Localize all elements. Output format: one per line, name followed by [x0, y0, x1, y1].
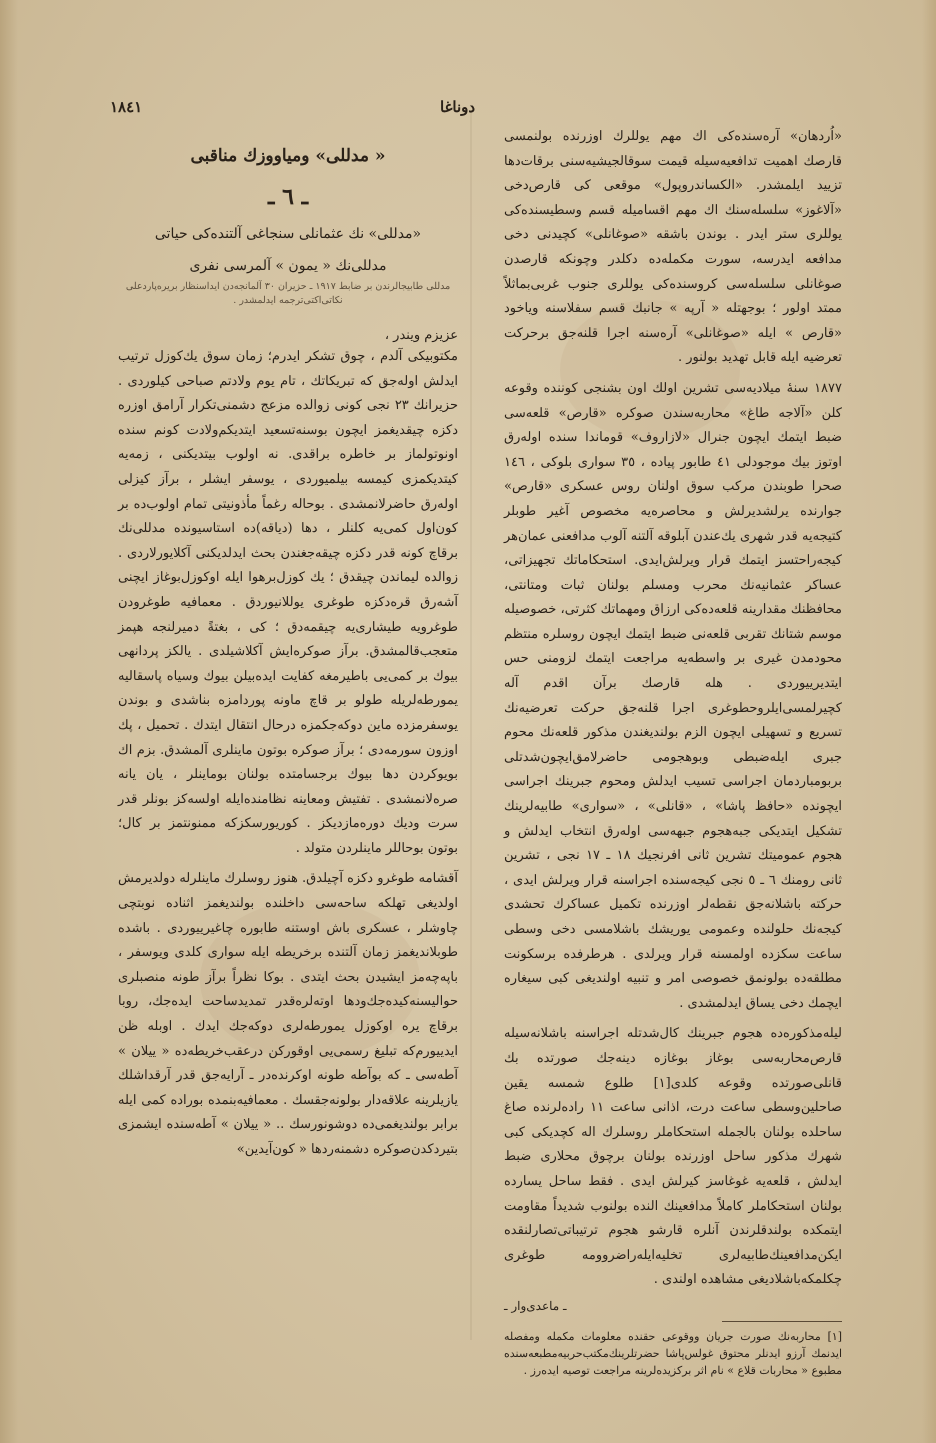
byline: مدللی‌نك « يمون » آلمرسی‌ نفری — [189, 258, 387, 274]
right-column — [504, 125, 842, 1379]
salutation: عزيزم ويندر ، — [384, 328, 458, 343]
page-edge-left — [0, 0, 18, 1443]
part-number: ـ ٦ ـ — [267, 184, 309, 210]
article-subtitle: «مدللی» نك عثمانلی سنجاغی آلتندەكی حياتی — [154, 226, 422, 242]
footnote: [١] محاربەنك صورت جريان ووقوعی حقنده معلومات مكمله ومفصله ايدنمك آرزو ايدنلر محتوق غولس‌پاشا حضرتلرينك‌مكتب‌حربيەمطبعەسنده مطبوع « محاربات قلاع » نام اثر بركزيدەلرينه مراجعت توصيه ايدەرز . — [504, 1329, 842, 1377]
paragraph: مكتوبيكی آلدم ، چوق تشكر ايدرم؛ زمان سوق يك‌كوزل ترتيب ايدلش اولەجق كه تبريكاتك ، تام يوم ولادتم صباحی كيلوردی . حزيرانك ٢٣ نجی كونی زوالده مزعج دشمنی‌تكرار آرامق اوزره دكزه چيقديغمز ايچون بوسنه‌تسعيد ايتديكم‌ولادت كونم سنده اونوتولماز بر خاطره براقدی. نه اولوب بيتديكنی ، زمەيه كيتديكمزی كيمسه بيلميوردی ، يوسفر ايشلر ، برآز كيزلی اولەرق حاضرلانمشدی . بوحاله رغماً مأذونيتی تمام اولوب‌ده بر كون‌اول كمی‌يه كلنلر ، دها (دياقه)ده استاسيونده مدللی‌نك برقاچ كونه قدر دكزه چيقەجغندن بحث ايدلديكنی آكلايورلاردی . زوالده ليماندن چيقدق ؛ يك كوزل‌برهوا ايله اوكوزل‌بوغاز ايچنی آشەرق قرەدكزه طوغری يوللانيوردق . معمافيه طوغرودن طوغرو‌يه طيشارى‌يه چيقمه‌دق ؛ كی ، بغتةً دميرلنجه هپمز متعجب‌قالمشدق. برآز صوكرەايش آكلاشيلدی . يالكز پردانهی بيوك بر كمی‌يی باطيرمغه كفايت ايدەبيلن بيوك وسياه پاسقاليه يمورطەلريله طولو بر قاچ ماونه پوردامزه بناشدی و بوندن يوسفرمزده ماين دوكەجكمزه درحال انتقال ايتدك . تحميل ، پك اوزون سورمەدی ؛ برآز صوكره بوتون ماينلری آلمشدق. بزم اك بويوكردن دها بيوك برجسامتده بولنان بوماينلر ، يان يانه صرەلانمشدی . تفتيش ومعاينه نظامنده‌ايله اولسه‌كز بونلر قدر سرت وديك دوره‌مازديكز . كوريورسكز‌كه ممنونتمز بر كال؛ بوتون بوحاللر ماينلردن متولد . — [118, 349, 458, 856]
page-crease — [470, 110, 472, 1340]
left-column — [118, 128, 458, 1169]
paragraph: ١٨٧٧ سنهٔ ميلاديەسی تشرين اولك اون بشنجی كوننده وقوعه كلن «آلاجه طاغ» محاربەسندن صوكره «قارص» قلعەسی ضبط ايتمك ايچون جنرال «لازاروف» قوماندا سنده اولەرق اوتوز بيك موجودلی ٤١ طابور پياده ، ٣٥ سواری بلوكی ، ١٤٦ صحرا طوبندن مركب سوق اولنان روس عسكری «قارص» جوارنده يرلشديرلش و محاصرەيه مخصوص آغير طوبلر كتيجەيه قدر شهری يك‌عندن آبلوقه آلتنه آلوب مدافعنی عمان‌هر كيجه‌راحتسز ايتمك قرار ويرلش‌ايدی. استحكاماتك تجهيزاتی، عساكر عثمانيەنك محرب ومسلم بولنان ثبات ومتانتی، محافظنك مقدارينه قلعەدەكی ارزاق ومهماتك كثرتی، خصوصيله موسم شتانك تقربی قلعەنی ضبط ايتمك ايچون روسلره منتظم محودمدن غيری بر واسطەيه مراجعت ايتمك لزومنی حس ايتديرييوردی . هله قارصك برآن اقدم آله كچيرلمسی‌ايلرو‌حطوغری اجرا قلنه‌جق حركت تعرضيەنك تسريع و تسهيلی ايچون الزم بولنديغندن مذكور قلعەنك محوم جبری ايله‌ضبطی وبو‌هجومی حاضرلامق‌ايچون‌شدتلی بربومباردمان اجراسی تسيب ايدلش ومحوم جبرينك اجراسی ايچونده «حافظ پاشا» ، «قانلی» ، «سواری» طابيەلرينك تشكيل ايتديكی جبه‌هجوم جبهەسی اولەرق انتخاب ايدلش و هجوم عموميتك تشرين ثانی افرنجيك ١٨ ـ ١٧ نجی ، تشرين ثانی رومنك ٦ ـ ٥ نجی كيجەسنده اجراسنه قرار ويرلش ايدی ، حركته باشلانه‌جق نقطه‌لر اوزرنده تكميل عساكرك تحشدی كيجه‌نك حلولنده وعمومی يوريشك باشلامسی دخی وسطی ساعت سكزده اولمسنه قرار ويرلدی . هرطرفده برسكونت مطلقەده بولونمق خصوصی امر و تنبيه اولنديغی كبی سيغاره ايچمك دخی يساق ايدلمشدی . — [504, 380, 843, 1011]
page-edge-right — [922, 0, 936, 1443]
running-title: دوناغا — [440, 98, 476, 116]
source-note: مدللی طابيجالرندن بر ضابط ١٩١٧ ـ حزيران ٣٠ آلمانجەدن ايداسنظار بريرە‌پاردعلی نكاتی‌اكتی‌ترجمە ايدلمشدر . — [125, 281, 451, 306]
page-number: ١٨٤١ — [110, 98, 143, 116]
article-title: « مدللی» ومياووزك مناقبی — [190, 146, 386, 166]
paragraph: «اُردهان» آرەسندەکی اك مهم يوللرك اوزرندە بولنمسی قارصك اهميت تدافعيەسيله قيمت سوقالجيشيەسنی برقات‌دها تزييد ايلمشدر. «الكساندروپول» موقعی کی قارص‌دخی «آلاغوز» سلسلەسنك اك مهم اقسامیله قسم وسطيسندەکی يوللری ستر ايدر . بوندن باشقە «صوغانلی» کچيدنی دخی مدافعه ايدرسه، سورت مكملەدە دكلدر وچونكه قارصدن صوغانلی سلسلەسی كروسندەکی يوللری جنوب غربی‌بماثلاً ممتد اولور ؛ بوجهتله « آرپه » جانبك قسم سفلاسنه وياخود «قارص » ايله «صوغانلی» آرەسنه اجرا قلنەجق برحركت تعرضيه ايله قابل تهديد بولنور . — [504, 129, 842, 366]
continued-note: ـ ماعدی‌وار ـ — [504, 1298, 567, 1313]
footnote-rule — [722, 1321, 842, 1322]
paragraph: ليله‌مذكورەده هجوم جبرينك كال‌شدتله اجراسنه باشلانەسيله قارص‌محاربەسی بوغاز بوغازه دينەجك صورتده بك قانلی‌صورتده وقوعه كلدی[١] طلوع شمسه يقين صاحلين‌وسطی ساعت درت، اذانی ساعت ١١ راده‌لرنده صاغ ساحلده بولنان بالجمله استحكاملر روسلرك اله كچديكی كبی شهرك مذكور ساحل اوزرنده بولنان برچوق محلاری ضبط ايدلش ، قلعه‌يه غوغاسز كيرلش ايدی . فقط ساحل يسارده بولنان استحكاملر كاملاً مدافعينك الندە بولنوب شديداً مقاومت ايتمكده بولندقلرندن آنلره قارشو هجوم ترتيباتی‌تصارلنقده ايكن‌مدافعينك‌طابيەلری تخليه‌ايله‌راضروومه طوغری چكلمكه‌باشلاديغی مشاهده اولندی . — [504, 1026, 842, 1288]
paragraph: آقشامه طوغرو دكزه آچيلدق. هنوز روسلرك ماينلرله دولديرمش اولديغی تهلكه ساحەسی داخلنده بولنديغمز اثنادە نوبتچی چاوشلر ، عسكری باش اوستنه طابوره چاغيرييوردی . باشده طوبلانديغمز زمان آلتنده برخريطه ايله سواری كلدی ويوسفر ، باپەچەمز ايشيدن بحث ايتدی . بوكا نظراً برآز طونه منصبلری حواليسنه‌كيدەجك‌ودها اوتەلره‌قدر تمديدساحت ايدەجك، روبا برقاچ يره اوكوزل يمورطەلری دوكەجك ايدك . اوبله ظن ايدييورم‌كه تبليغ رسمی‌يی اوقوركن درعقب‌خريطەده « ييلان » آطەسی ـ كه بوآطه طونه اوكرنده‌در ـ آرايەجق قدر آرقداشلك يازيلرينه علاقەدار بولونەجقسك . معمافيه‌بنمده بوراده كمی ايله برابر بولنديغمی‌ده دوشونورسك .. « ييلان » آطەسنده ايشمزی بتيردكدن‌صوكره دشمنه‌ردها « كون‌آيدين» — [118, 871, 458, 1157]
